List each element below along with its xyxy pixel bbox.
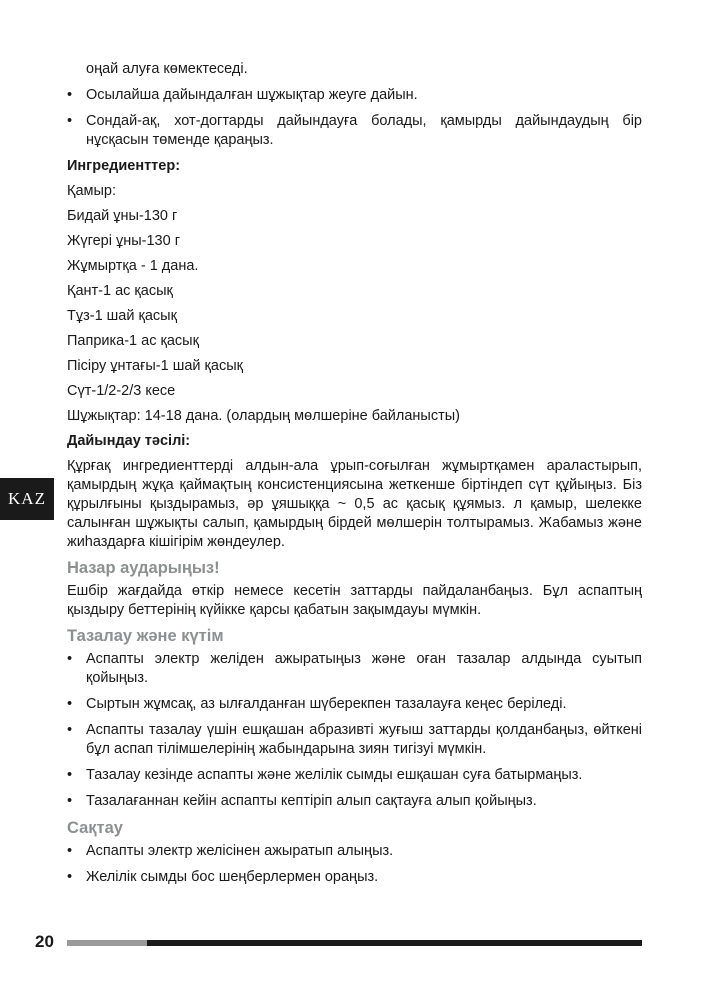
- ingredients-heading: Ингредиенттер:: [67, 158, 181, 174]
- ingredient-line: Жұмыртқа - 1 дана.: [67, 258, 199, 274]
- ingredient-line: Паприка-1 ас қасық: [67, 333, 199, 349]
- language-tab: KAZ: [0, 478, 54, 520]
- bullet-icon: •: [67, 113, 73, 129]
- storage-heading: Сақтау: [67, 819, 123, 837]
- attention-text: Ешбір жағдайда өткір немесе кесетін заттарды пайдаланбаңыз. Бұл аспаптың қыздыру беттерінің күйікке қарсы қабатын зақымдауы мүмкін.: [67, 583, 642, 618]
- method-heading: Дайындау тәсілі:: [67, 433, 191, 449]
- list-item: • Тазалау кезінде аспапты және желілік сымды ешқашан суға батырмаңыз.: [67, 767, 583, 783]
- cleaning-bullet-list: [67, 650, 642, 811]
- bullet-icon: •: [67, 793, 73, 809]
- bullet-icon: •: [67, 767, 73, 783]
- list-item: • Аспапты электр желісінен ажыратып алыңыз.: [67, 843, 394, 859]
- intro-continuation: оңай алуға көмектеседі.: [86, 61, 248, 77]
- ingredient-line: Тұз-1 шай қасық: [67, 308, 177, 324]
- cleaning-heading: Тазалау және күтім: [67, 627, 224, 645]
- list-item: • Аспапты электр желіден ажыратыңыз және оған тазалар алдында суытып қойыңыз.: [67, 651, 642, 686]
- list-item: • Сондай-ақ, хот-догтарды дайындауға болады, қамырды дайындаудың бір нұсқасын төменде қараңыз.: [67, 113, 642, 148]
- ingredient-line: Сүт-1/2-2/3 кесе: [67, 383, 176, 399]
- intro-bullet-list: [67, 86, 642, 150]
- list-item: • Тазалағаннан кейін аспапты кептіріп алып сақтауға алып қойыңыз.: [67, 793, 537, 809]
- bullet-icon: •: [67, 696, 73, 712]
- bullet-icon: •: [67, 651, 73, 667]
- ingredient-line: Бидай ұны-130 г: [67, 208, 178, 224]
- ingredient-line: Қант-1 ас қасық: [67, 283, 173, 299]
- ingredients-list: [67, 182, 642, 426]
- ingredient-line: Қамыр:: [67, 183, 116, 199]
- ingredient-line: Жүгері ұны-130 г: [67, 233, 181, 249]
- list-item: • Желілік сымды бос шеңберлермен ораңыз.: [67, 869, 379, 885]
- ingredient-line: Шұжықтар: 14-18 дана. (олардың мөлшеріне байланысты): [67, 408, 460, 424]
- page-number: 20: [35, 932, 54, 951]
- footer-black-rule: [147, 940, 642, 946]
- page-content: [67, 60, 642, 894]
- bullet-icon: •: [67, 869, 73, 885]
- bullet-icon: •: [67, 722, 73, 738]
- list-item: • Аспапты тазалау үшін ешқашан абразивті жуғыш заттарды қолданбаңыз, өйткені бұл аспап тілімшелерінің жабындарына зиян тигізуі мүмкін.: [67, 722, 642, 757]
- method-text: Құрғақ ингредиенттерді алдын-ала ұрып-соғылған жұмыртқамен араластырып, қамырдың жұқа қаймақтың консистенциясына жеткенше біртіндеп сүт құйыңыз. Біз құрылғыны қыздырамыз, әр ұяшыққа ~ 0,5 ас қасық құямыз. л қамыр, шелекке салынған шұжықты салып, қамырдың бірдей мөлшерін толтырамыз. Жабамыз және жиһаздарға кішігірім жөндеулер.: [67, 458, 642, 550]
- ingredient-line: Пісіру ұнтағы-1 шай қасық: [67, 358, 243, 374]
- list-item: • Осылайша дайындалған шұжықтар жеуге дайын.: [67, 87, 418, 103]
- bullet-icon: •: [67, 87, 73, 103]
- attention-heading: Назар аударыңыз!: [67, 559, 220, 577]
- bullet-icon: •: [67, 843, 73, 859]
- storage-bullet-list: [67, 842, 642, 887]
- page-footer: [35, 931, 645, 953]
- list-item: • Сыртын жұмсақ, аз ылғалданған шүберекпен тазалауға кеңес беріледі.: [67, 696, 567, 712]
